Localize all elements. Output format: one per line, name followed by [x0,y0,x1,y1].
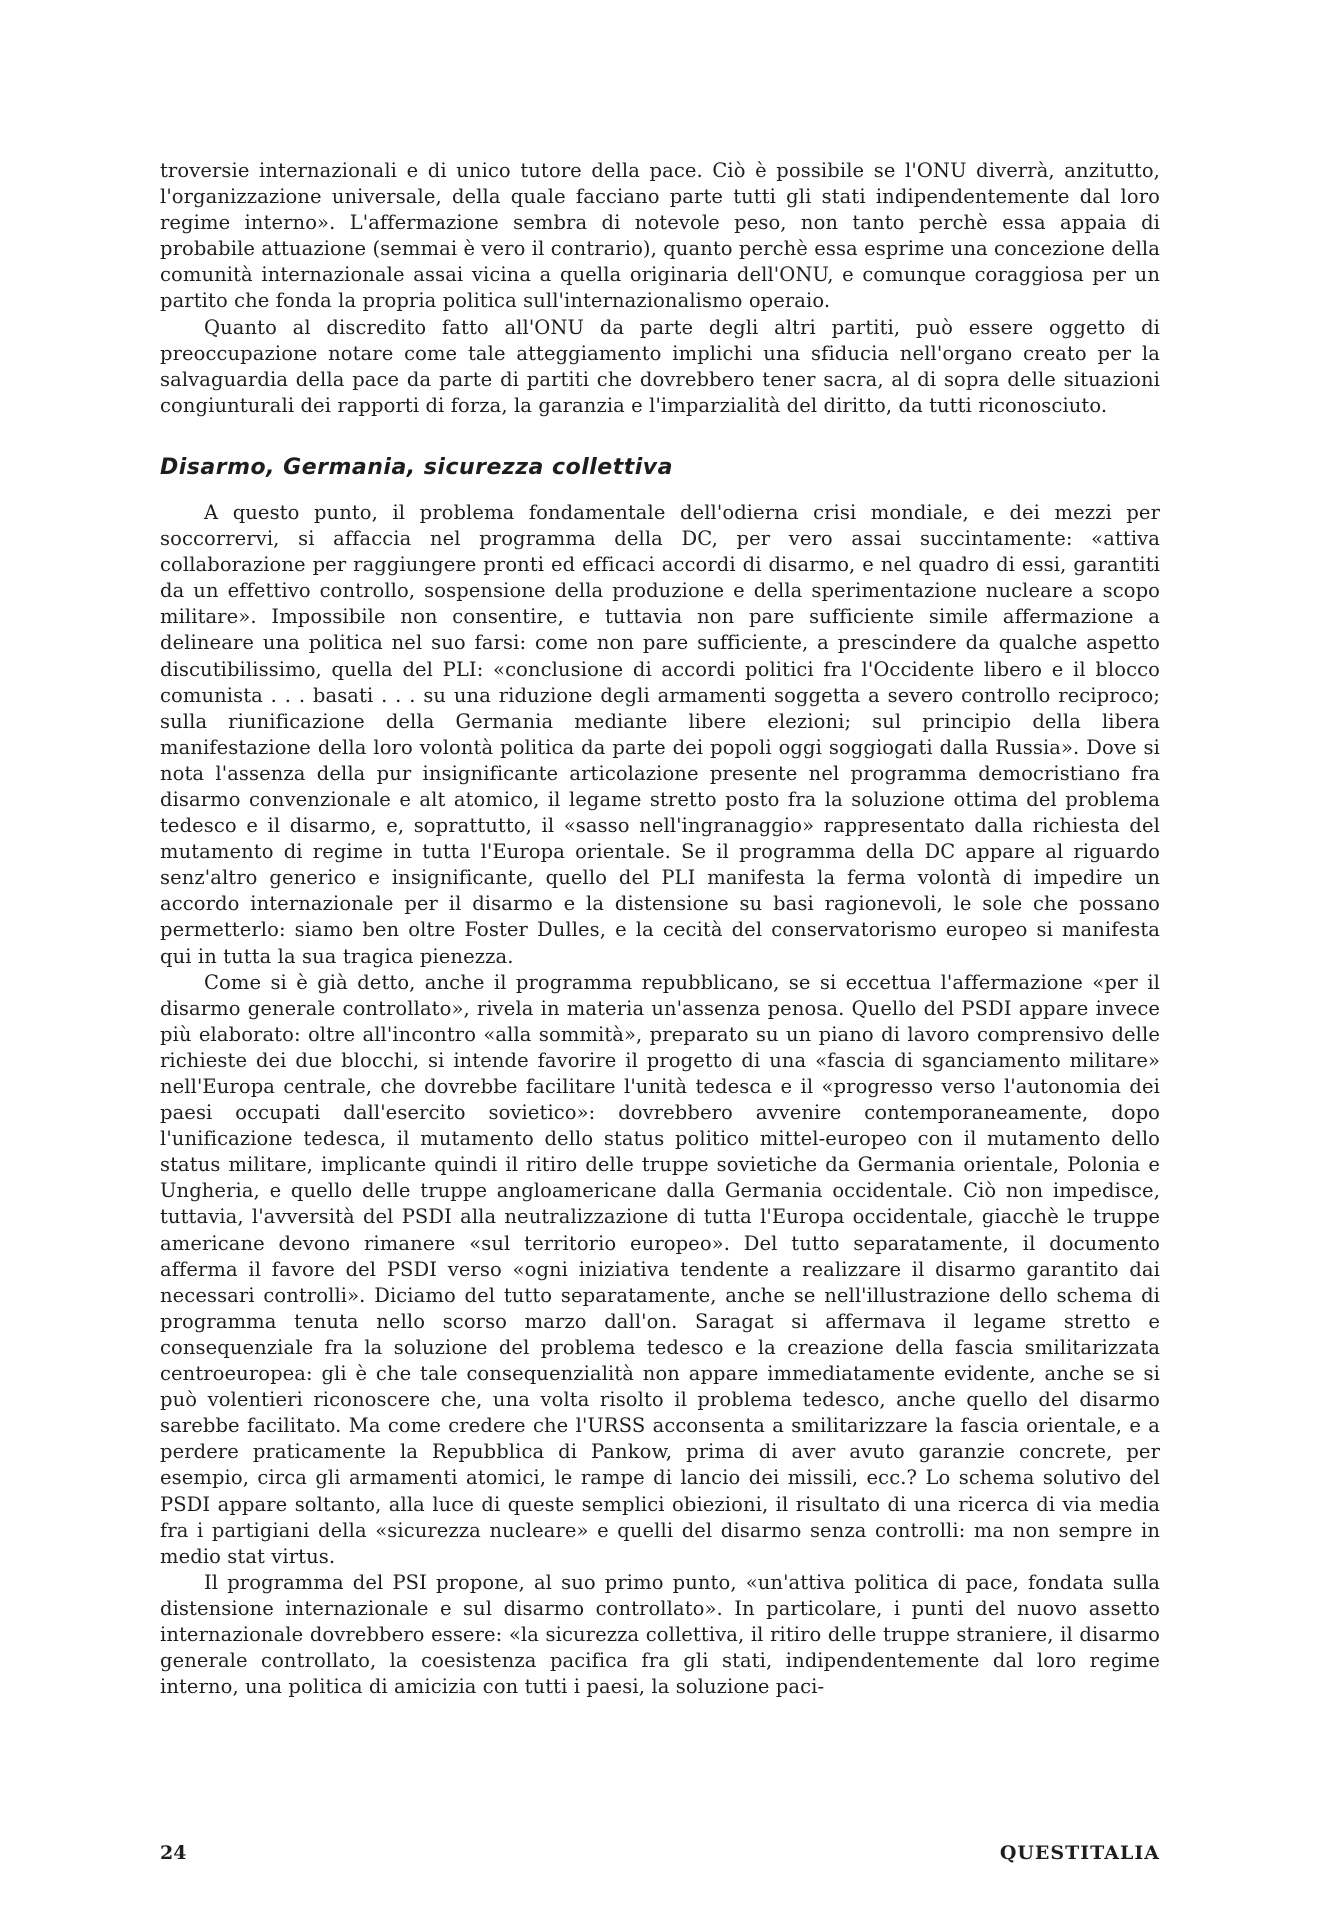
body-paragraph: Come si è già detto, anche il programma repubblicano, se si eccettua l'affermazione «per il disarmo generale controllato», rivela in materia un'assenza penosa. Quello del PSDI appare invece più elaborato: oltre all'incontro «alla sommità», preparato su un piano di lavoro comprensivo delle richieste dei due blocchi, si intende favorire il progetto di una «fascia di sganciamento militare» nell'Europa centrale, che dovrebbe facilitare l'unità tedesca e il «progresso verso l'autonomia dei paesi occupati dall'esercito sovietico»: dovrebbero avvenire contemporaneamente, dopo l'unificazione tedesca, il mutamento dello status politico mittel-europeo con il mutamento dello status militare, implicante quindi il ritiro delle truppe sovietiche da Germania orientale, Polonia e Ungheria, e quello delle truppe angloamericane dalla Germania occidentale. Ciò non impedisce, tuttavia, l'avversità del PSDI alla neutralizzazione di tutta l'Europa occidentale, giacchè le truppe americane devono rimanere «sul territorio europeo». Del tutto separatamente, il documento afferma il favore del PSDI verso «ogni iniziativa tendente a realizzare il disarmo garantito dai necessari controlli». Diciamo del tutto separatamente, anche se nell'illustrazione dello schema di programma tenuta nello scorso marzo dall'on. Saragat si affermava il legame stretto e consequenziale fra la soluzione del problema tedesco e la creazione della fascia smilitarizzata centroeuropea: gli è che tale consequenzialità non appare immediatamente evidente, anche se si può volentieri riconoscere che, una volta risolto il problema tedesco, anche quello del disarmo sarebbe facilitato. Ma come credere che l'URSS acconsenta a smilitarizzare la fascia orientale, e a perdere praticamente la Repubblica di Pankow, prima di aver avuto garanzie concrete, per esempio, circa gli armamenti atomici, le rampe di lancio dei missili, ecc.? Lo schema solutivo del PSDI appare soltanto, alla luce di queste semplici obiezioni, il risultato di una ricerca di via media fra i partigiani della «sicurezza nucleare» e quelli del disarmo senza controlli: ma non sempre in medio stat virtus. [160,970,1160,1568]
page-footer [160,1842,1160,1864]
publication-name: QUESTITALIA [999,1842,1160,1864]
section-heading: Disarmo, Germania, sicurezza collettiva [160,454,673,480]
body-paragraph: Il programma del PSI propone, al suo primo punto, «un'attiva politica di pace, fondata sulla distensione internazionale e sul disarmo controllato». In particolare, i punti del nuovo assetto internazionale dovrebbero essere: «la sicurezza collettiva, il ritiro delle truppe straniere, il disarmo generale controllato, la coesistenza pacifica fra gli stati, indipendentemente dal loro regime interno, una politica di amicizia con tutti i paesi, la soluzione paci- [160,1570,1160,1699]
body-paragraph: A questo punto, il problema fondamentale dell'odierna crisi mondiale, e dei mezzi per soccorrervi, si affaccia nel programma della DC, per vero assai succintamente: «attiva collaborazione per raggiungere pronti ed efficaci accordi di disarmo, e nel quadro di essi, garantiti da un effettivo controllo, sospensione della produzione e della sperimentazione nucleare a scopo militare». Impossibile non consentire, e tuttavia non pare sufficiente simile affermazione a delineare una politica nel suo farsi: come non pare sufficiente, a prescindere da qualche aspetto discutibilissimo, quella del PLI: «conclusione di accordi politici fra l'Occidente libero e il blocco comunista . . . basati . . . su una riduzione degli armamenti soggetta a severo controllo reciproco; sulla riunificazione della Germania mediante libere elezioni; sul principio della libera manifestazione della loro volontà politica da parte dei popoli oggi soggiogati dalla Russia». Dove si nota l'assenza della pur insignificante articolazione presente nel programma democristiano fra disarmo convenzionale e alt atomico, il legame stretto posto fra la soluzione ottima del problema tedesco e il disarmo, e, soprattutto, il «sasso nell'ingranaggio» rappresentato dalla richiesta del mutamento di regime in tutta l'Europa orientale. Se il programma della DC appare al riguardo senz'altro generico e insignificante, quello del PLI manifesta la ferma volontà di impedire un accordo internazionale per il disarmo e la distensione su basi ragionevoli, le sole che possano permetterlo: siamo ben oltre Foster Dulles, e la cecità del conservatorismo europeo si manifesta qui in tutta la sua tragica pienezza. [160,500,1160,968]
body-paragraph: troversie internazionali e di unico tutore della pace. Ciò è possibile se l'ONU diverrà, anzitutto, l'organizzazione universale, della quale facciano parte tutti gli stati indipendentemente dal loro regime interno». L'affermazione sembra di notevole peso, non tanto perchè essa appaia di probabile attuazione (semmai è vero il contrario), quanto perchè essa esprime una concezione della comunità internazionale assai vicina a quella originaria dell'ONU, e comunque coraggiosa per un partito che fonda la propria politica sull'internazionalismo operaio. [160,159,1160,313]
body-paragraph: Quanto al discredito fatto all'ONU da parte degli altri partiti, può essere oggetto di preoccupazione notare come tale atteggiamento implichi una sfiducia nell'organo creato per la salvaguardia della pace da parte di partiti che dovrebbero tener sacra, al di sopra delle situazioni congiunturali dei rapporti di forza, la garanzia e l'imparzialità del diritto, da tutti riconosciuto. [160,315,1160,417]
page-body [160,158,1160,1700]
page-number: 24 [160,1842,187,1864]
